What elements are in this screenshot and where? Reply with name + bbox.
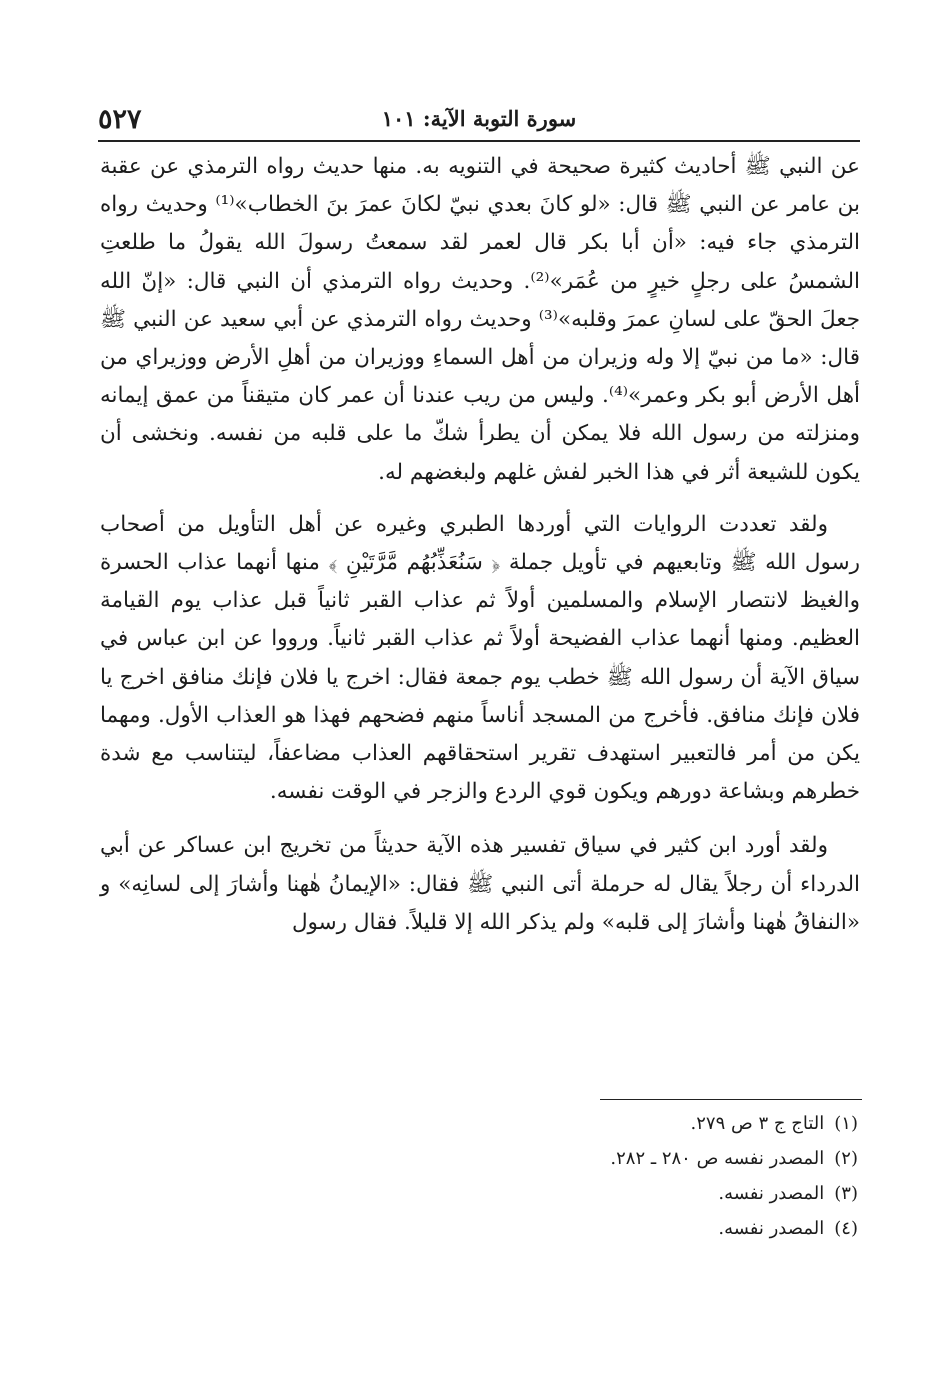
footnote-number: (٣)	[834, 1183, 858, 1204]
footnote-text: المصدر نفسه ص ٢٨٠ ـ ٢٨٢.	[610, 1148, 825, 1169]
footnote-number: (٤)	[834, 1218, 858, 1239]
page-number: ٥٢٧	[98, 104, 142, 135]
paragraph-3: ولقد أورد ابن كثير في سياق تفسير هذه الآية حديثاً من تخريج ابن عساكر عن أبي الدرداء أن رجلاً يقال له حرملة أتى النبي ﷺ فقال: «الإيمانُ هٰهنا وأشارَ إلى لسانِه» و «النفاقُ هٰهنا وأشارَ إلى قلبه» ولم يذكر الله إلا قليلاً. فقال رسول	[100, 833, 860, 935]
footnote-text: المصدر نفسه.	[718, 1218, 825, 1239]
main-text	[100, 148, 860, 942]
footnotes-list	[358, 1106, 858, 1246]
footnote-divider	[600, 1099, 862, 1100]
footnote-text: التاج ج ٣ ص ٢٧٩.	[690, 1113, 825, 1134]
footnote-text: المصدر نفسه.	[718, 1183, 825, 1204]
running-title: سورة التوبة الآية: ١٠١	[381, 106, 577, 131]
footnote-item	[358, 1141, 858, 1176]
paragraph-2: ولقد تعددت الروايات التي أوردها الطبري وغيره عن أهل التأويل من أصحاب رسول الله ﷺ وتابعيهم في تأويل جملة ﴿ سَنُعَذِّبُهُم مَّرَّتَيْنِ ﴾ منها أنهما عذاب الحسرة والغيظ لانتصار الإسلام والمسلمين أولاً ثم عذاب القبر ثانياً قبل عذاب يوم القيامة العظيم. ومنها أنهما عذاب الفضيحة أولاً ثم عذاب القبر ثانياً. ورووا عن ابن عباس في سياق الآية أن رسول الله ﷺ خطب يوم جمعة فقال: اخرج يا فلان فإنك منافق اخرج يا فلان فإنك منافق. فأخرج من المسجد أناساً منهم فضحهم فهذا هو العذاب الأول. ومهما يكن من أمر فالتعبير استهدف تقرير استحقاقهم العذاب مضاعفاً، ليتناسب مع شدة خطرهم وبشاعة دورهم ويكون قوي الردع والزجر في الوقت نفسه.	[100, 511, 860, 805]
running-header	[98, 104, 860, 142]
footnote-item	[358, 1106, 858, 1141]
footnote-item	[358, 1176, 858, 1211]
footnote-number: (٢)	[834, 1148, 858, 1169]
footnote-number: (١)	[834, 1113, 858, 1134]
paragraph-1: عن النبي ﷺ أحاديث كثيرة صحيحة في التنويه به. منها حديث رواه الترمذي عن عقبة بن عامر عن النبي ﷺ قال: «لو كانَ بعدي نبيّ لكانَ عمرَ بنَ الخطاب»⁽¹⁾ وحديث رواه الترمذي جاء فيه: «أن أبا بكر قال لعمر لقد سمعتُ رسولَ الله يقولُ ما طلعتِ الشمسُ على رجلٍ خيرٍ من عُمَر»⁽²⁾. وحديث رواه الترمذي أن النبي قال: «إنّ الله جعلَ الحقّ على لسانِ عمرَ وقلبه»⁽³⁾ وحديث رواه الترمذي عن أبي سعيد عن النبي ﷺ قال: «ما من نبيّ إلا وله وزيران من أهل السماءِ ووزيران من أهلِ الأرض ووزيراي من أهل الأرض أبو بكر وعمر»⁽⁴⁾. وليس من ريب عندنا أن عمر كان متيقناً من عمق إيمانه ومنزلته من رسول الله فلا يمكن أن يطرأ شكّ ما على قلبه من نفسه. ونخشى أن يكون للشيعة أثر في هذا الخبر لفش غلهم ولبغضهم له.	[100, 154, 861, 485]
footnote-item	[358, 1211, 858, 1246]
